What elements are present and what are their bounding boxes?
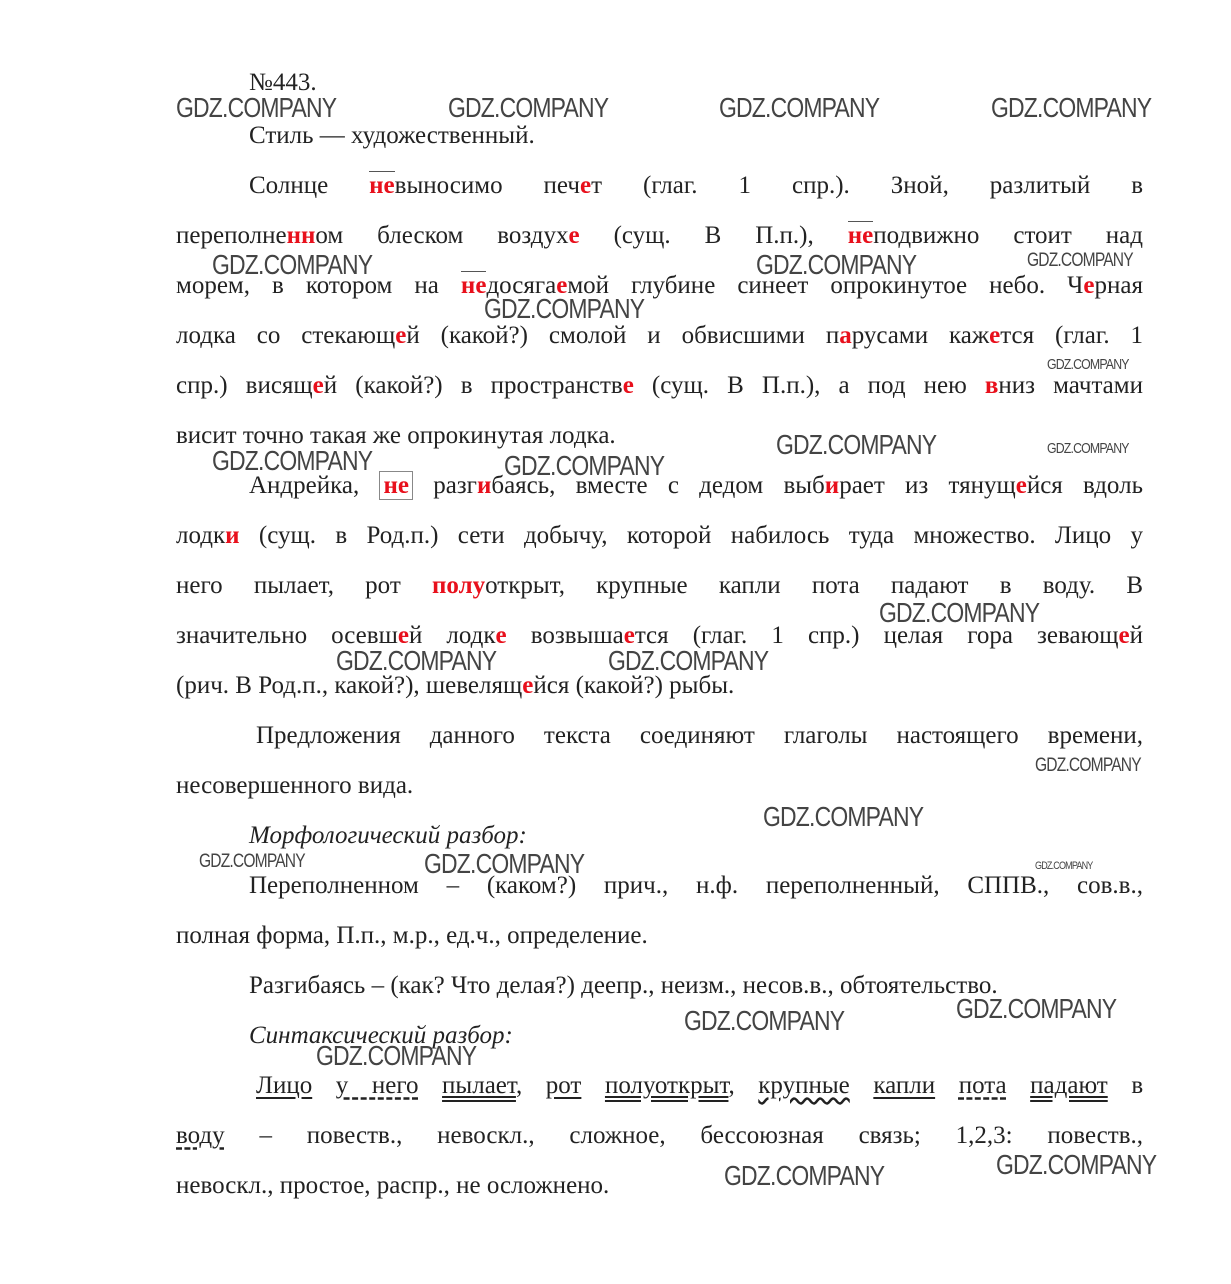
morph-line-2: полная форма, П.п., м.р., ед.ч., определение. bbox=[176, 922, 648, 949]
watermark: GDZ.COMPANY bbox=[212, 249, 373, 280]
morph-line-1: Переполненном – (каком?) прич., н.ф. переполненный, СППВ., сов.в., bbox=[249, 872, 1143, 899]
synt-heading: Синтаксический разбор: bbox=[249, 1022, 513, 1049]
watermark: GDZ.COMPANY bbox=[424, 848, 585, 879]
watermark: GDZ.COMPANY bbox=[448, 92, 609, 123]
exercise-number: №443. bbox=[249, 69, 317, 96]
p3-line-1: Предложения данного текста соединяют глаголы настоящего времени, bbox=[256, 722, 1143, 749]
watermark: GDZ.COMPANY bbox=[996, 1149, 1157, 1180]
synt-line-2: воду – повеств., невоскл., сложное, бессоюзная связь; 1,2,3: повеств., bbox=[176, 1122, 1143, 1149]
p1-line-1: Солнце невыносимо печет (глаг. 1 спр.). Зной, разлитый в bbox=[249, 172, 1143, 199]
watermark: GDZ.COMPANY bbox=[336, 645, 497, 676]
p2-line-1: Андрейка, не разгибаясь, вместе с дедом выбирает из тянущейся вдоль bbox=[249, 472, 1143, 499]
p1-line-3: морем, в котором на недосягаемой глубине синеет опрокинутое небо. Черная bbox=[176, 272, 1143, 299]
p2-line-5: (рич. В Род.п., какой?), шевелящейся (какой?) рыбы. bbox=[176, 672, 735, 699]
watermark: GDZ.COMPANY bbox=[1047, 356, 1129, 373]
p1-line-6: висит точно такая же опрокинутая лодка. bbox=[176, 422, 616, 449]
watermark: GDZ.COMPANY bbox=[879, 597, 1040, 628]
watermark: GDZ.COMPANY bbox=[484, 293, 645, 324]
watermark: GDZ.COMPANY bbox=[212, 445, 373, 476]
p1-line-5: спр.) висящей (какой?) в пространстве (сущ. В П.п.), а под нею вниз мачтами bbox=[176, 372, 1143, 399]
watermark: GDZ.COMPANY bbox=[756, 249, 917, 280]
watermark: GDZ.COMPANY bbox=[956, 993, 1117, 1024]
watermark: GDZ.COMPANY bbox=[684, 1005, 845, 1036]
style-line: Стиль — художественный. bbox=[249, 122, 535, 149]
watermark: GDZ.COMPANY bbox=[763, 801, 924, 832]
watermark: GDZ.COMPANY bbox=[608, 645, 769, 676]
p2-line-4: значительно осевшей лодке возвышается (глаг. 1 спр.) целая гора зевающей bbox=[176, 622, 1143, 649]
p2-line-3: него пылает, рот полуоткрыт, крупные капли пота падают в воду. В bbox=[176, 572, 1143, 599]
synt-line-3: невоскл., простое, распр., не осложнено. bbox=[176, 1172, 610, 1199]
watermark: GDZ.COMPANY bbox=[1035, 860, 1093, 872]
synt-line-1: Лицо у него пылает, рот полуоткрыт, крупные капли пота падают в bbox=[256, 1072, 1144, 1099]
p1-line-2: переполненном блеском воздухе (сущ. В П.п.), неподвижно стоит над bbox=[176, 222, 1143, 249]
watermark: GDZ.COMPANY bbox=[199, 851, 305, 872]
watermark: GDZ.COMPANY bbox=[1035, 755, 1141, 776]
watermark: GDZ.COMPANY bbox=[504, 450, 665, 481]
p3-line-2: несовершенного вида. bbox=[176, 772, 414, 799]
watermark: GDZ.COMPANY bbox=[1027, 250, 1133, 271]
morph-heading: Морфологический разбор: bbox=[249, 822, 527, 849]
watermark: GDZ.COMPANY bbox=[1047, 440, 1129, 457]
watermark: GDZ.COMPANY bbox=[724, 1160, 885, 1191]
watermark: GDZ.COMPANY bbox=[719, 92, 880, 123]
watermark: GDZ.COMPANY bbox=[991, 92, 1152, 123]
watermark: GDZ.COMPANY bbox=[776, 429, 937, 460]
p2-line-2: лодки (сущ. в Род.п.) сети добычу, которой набилось туда множество. Лицо у bbox=[176, 522, 1143, 549]
watermark: GDZ.COMPANY bbox=[316, 1040, 477, 1071]
p1-line-4: лодка со стекающей (какой?) смолой и обвисшими парусами кажется (глаг. 1 bbox=[176, 322, 1143, 349]
watermark: GDZ.COMPANY bbox=[176, 92, 337, 123]
morph-line-3: Разгибаясь – (как? Что делая?) деепр., неизм., несов.в., обтоятельство. bbox=[249, 972, 998, 999]
